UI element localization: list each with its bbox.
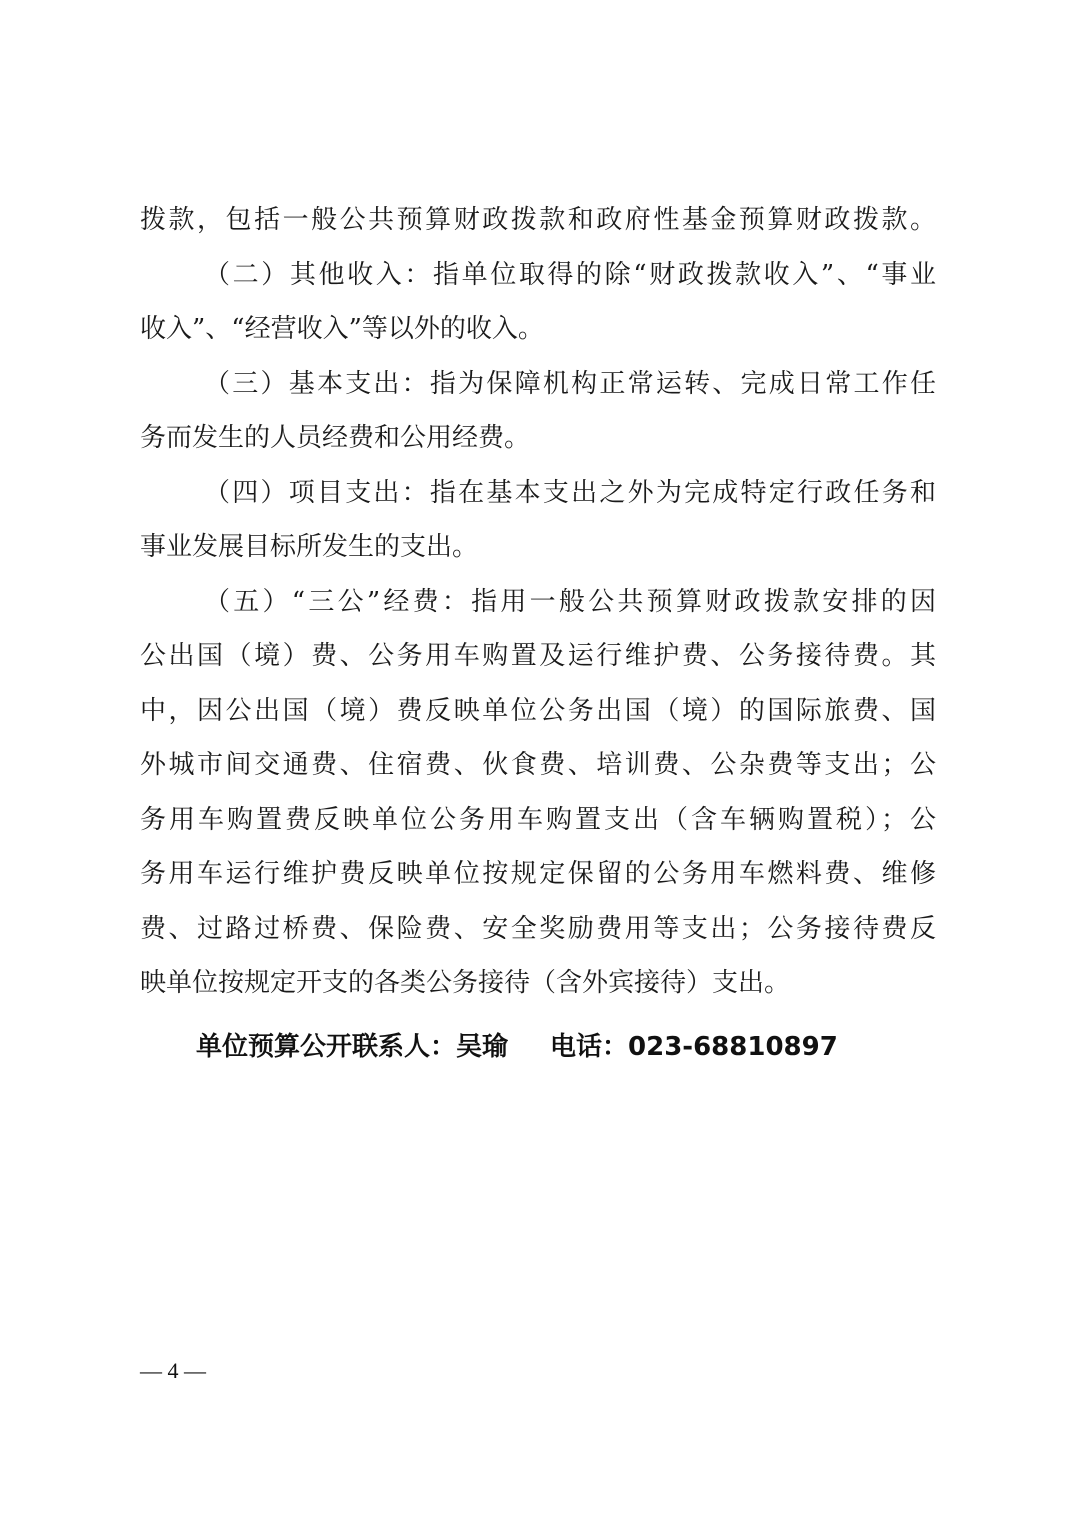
paragraph-line: 公出国（境）费、公务用车购置及运行维护费、公务接待费。其 [140,641,936,671]
contact-phone: 电话：023-68810897 [550,1032,838,1062]
paragraph-line: 务而发生的人员经费和公用经费。 [140,423,531,453]
paragraph-line: 拨款，包括一般公共预算财政拨款和政府性基金预算财政拨款。 [140,205,936,235]
paragraph-line: 事业发展目标所发生的支出。 [140,532,479,562]
paragraph-line: 务用车购置费反映单位公务用车购置支出（含车辆购置税）；公 [140,804,936,835]
paragraph-line: （五）“三公”经费：指用一般公共预算财政拨款安排的因 [204,586,936,617]
paragraph-line: 外城市间交通费、住宿费、伙食费、培训费、公杂费等支出；公 [140,750,936,780]
page-number: — 4 — [140,1358,206,1383]
paragraph-line: 收入”、“经营收入”等以外的收入。 [140,314,544,344]
paragraph-line: 映单位按规定开支的各类公务接待（含外宾接待）支出。 [140,968,791,998]
paragraph-line: （三）基本支出：指为保障机构正常运转、完成日常工作任 [204,368,936,399]
contact-person: 单位预算公开联系人：吴瑜 [196,1032,509,1062]
paragraph-line: 中，因公出国（境）费反映单位公务出国（境）的国际旅费、国 [140,695,936,726]
paragraph-line: 费、过路过桥费、保险费、安全奖励费用等支出；公务接待费反 [140,913,936,944]
paragraph-line: （四）项目支出：指在基本支出之外为完成特定行政任务和 [204,477,936,508]
paragraph-line: （二）其他收入：指单位取得的除“财政拨款收入”、“事业 [204,259,936,290]
paragraph-line: 务用车运行维护费反映单位按规定保留的公务用车燃料费、维修 [140,859,936,889]
contact-line [196,1020,838,1074]
body-text [140,193,936,1011]
